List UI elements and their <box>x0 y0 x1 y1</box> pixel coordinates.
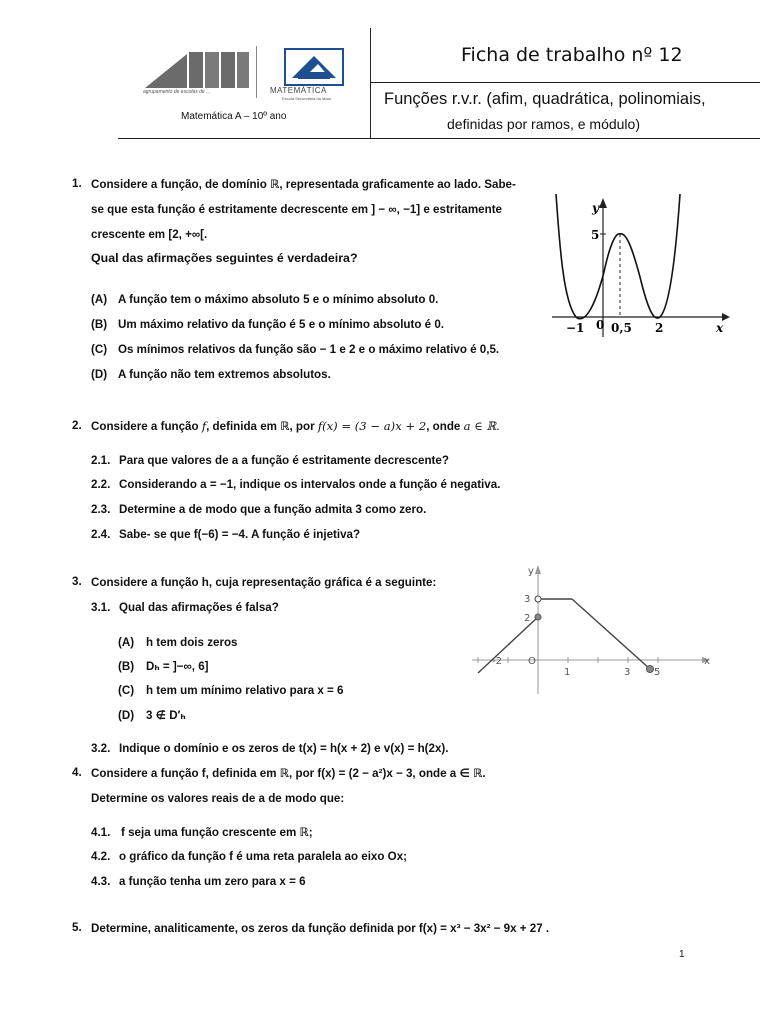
sub-question-number: 4.3. <box>91 875 111 888</box>
worksheet-subtitle-line1: Funções r.v.r. (afim, quadrática, polinomiais, <box>384 90 706 108</box>
tick-label-m1: −1 <box>566 321 585 335</box>
tick-label-5: 5 <box>654 667 661 678</box>
sub-question-text: a função tenha um zero para x = 6 <box>119 875 306 888</box>
intro-b: , definida em ℝ, por <box>206 420 318 433</box>
question-text-line: crescente em [2, +∞[. <box>91 228 208 241</box>
option-label: (A) <box>91 293 108 306</box>
closed-point-end <box>647 666 654 673</box>
worksheet-title: Ficha de trabalho nº 12 <box>461 44 683 66</box>
option-text: Os mínimos relativos da função são − 1 e 2 e o máximo relativo é 0,5. <box>118 343 500 356</box>
sub-question-number: 3.2. <box>91 742 111 755</box>
sub-question-text: Para que valores de a a função é estritamente decrescente? <box>119 454 449 467</box>
closed-point <box>535 614 541 620</box>
x-axis-label: x <box>704 656 710 667</box>
intro-a: Considere a função <box>91 420 202 433</box>
tick-label-m2: -2 <box>492 656 502 667</box>
math-logo-label: MATEMÁTICA <box>270 86 327 95</box>
course-label: Matemática A – 10º ano <box>181 111 287 122</box>
tick-label-3x: 3 <box>624 667 631 678</box>
option-label: (D) <box>118 709 135 722</box>
question-text-line: se que esta função é estritamente decrescente em ] − ∞, −1] e estritamente <box>91 203 503 216</box>
sub-question-text: Considerando a = −1, indique os intervalos onde a função é negativa. <box>119 478 501 491</box>
tick-label-2: 2 <box>524 613 531 624</box>
tick-label-05: 0,5 <box>611 321 632 335</box>
option-text: Um máximo relativo da função é 5 e o mínimo absoluto é 0. <box>118 318 444 331</box>
sub-question-text: o gráfico da função f é uma reta paralela ao eixo Ox; <box>119 850 407 863</box>
segment-right <box>572 599 650 669</box>
sub-question-number: 2.1. <box>91 454 111 467</box>
question-text-line: Considere a função h, cuja representação gráfica é a seguinte: <box>91 576 437 589</box>
sub-question-number: 2.4. <box>91 528 111 541</box>
math-logo <box>284 48 344 86</box>
sub-question-text: Qual das afirmações é falsa? <box>119 601 279 614</box>
intro-c: , onde <box>426 420 464 433</box>
worksheet-subtitle-line2: definidas por ramos, e módulo) <box>447 116 640 132</box>
math-logo-sub: Escola Secundária da Maia <box>282 96 331 101</box>
intro-d: a ∈ ℝ. <box>463 419 500 433</box>
curve <box>556 194 680 319</box>
y-axis-arrow <box>599 198 607 208</box>
question-number: 2. <box>72 419 82 432</box>
sub-question-number: 2.3. <box>91 503 111 516</box>
question-number: 4. <box>72 766 82 779</box>
sub-question-text: Sabe- se que f(−6) = −4. A função é injetiva? <box>119 528 361 541</box>
question-number: 1. <box>72 177 82 190</box>
school-caption: agrupamento de escolas de ... <box>143 89 211 95</box>
x-axis-arrow <box>722 313 730 321</box>
question-text-line: Determine os valores reais de a de modo que: <box>91 792 345 805</box>
x-axis-label: x <box>716 321 724 335</box>
option-text: h tem dois zeros <box>146 636 238 649</box>
intro-f: f <box>201 419 207 433</box>
quartic-graph <box>550 192 735 342</box>
y-axis-label: y <box>592 201 599 215</box>
sub-question-number: 4.1. <box>91 826 111 839</box>
sub-question-number: 2.2. <box>91 478 111 491</box>
question-number: 3. <box>72 575 82 588</box>
option-label: (C) <box>91 343 108 356</box>
question-text-line <box>91 419 500 434</box>
option-text: 3 ∉ D′ₕ <box>146 709 186 722</box>
header-bottom-line <box>118 138 760 139</box>
question-text-line: Considere a função f, definida em ℝ, por f(x) = (2 − a²)x − 3, onde a ∈ ℝ. <box>91 767 486 780</box>
page-number: 1 <box>679 949 685 960</box>
tick-label-5: 5 <box>591 228 600 242</box>
question-text-line: Determine, analiticamente, os zeros da função definida por f(x) = x³ − 3x² − 9x + 27 . <box>91 922 550 935</box>
sub-question-text: Determine a de modo que a função admita 3 como zero. <box>119 503 427 516</box>
header-vertical-line <box>370 28 371 138</box>
option-text: Dₕ = ]−∞, 6] <box>146 660 209 673</box>
sub-question-text: f seja uma função crescente em ℝ; <box>121 826 313 839</box>
option-label: (C) <box>118 684 135 697</box>
option-label: (A) <box>118 636 135 649</box>
question-text-line: Considere a função, de domínio ℝ, representada graficamente ao lado. Sabe- <box>91 178 516 191</box>
option-text: A função tem o máximo absoluto 5 e o mínimo absoluto 0. <box>118 293 439 306</box>
intro-formula: f(x) = (3 − a)x + 2 <box>317 419 427 433</box>
option-text: h tem um mínimo relativo para x = 6 <box>146 684 344 697</box>
tick-label-2: 2 <box>655 321 664 335</box>
header-horizontal-line <box>370 82 760 83</box>
option-label: (D) <box>91 368 108 381</box>
sub-question-text: Indique o domínio e os zeros de t(x) = h(x + 2) e v(x) = h(2x). <box>119 742 449 755</box>
option-label: (B) <box>118 660 135 673</box>
tick-label-1: 1 <box>564 667 571 678</box>
question-number: 5. <box>72 921 82 934</box>
tick-label-0: 0 <box>596 318 605 332</box>
option-label: (B) <box>91 318 108 331</box>
option-text: A função não tem extremos absolutos. <box>118 368 331 381</box>
origin-label: O <box>528 656 536 667</box>
open-point <box>535 596 541 602</box>
logo-divider <box>256 46 257 98</box>
piecewise-graph <box>470 560 720 700</box>
y-axis-label: y <box>528 566 534 577</box>
sub-question-number: 4.2. <box>91 850 111 863</box>
tick-label-3: 3 <box>524 594 531 605</box>
sub-question-number: 3.1. <box>91 601 111 614</box>
question-prompt: Qual das afirmações seguintes é verdadeira? <box>91 251 358 265</box>
y-axis-arrow <box>535 565 541 574</box>
